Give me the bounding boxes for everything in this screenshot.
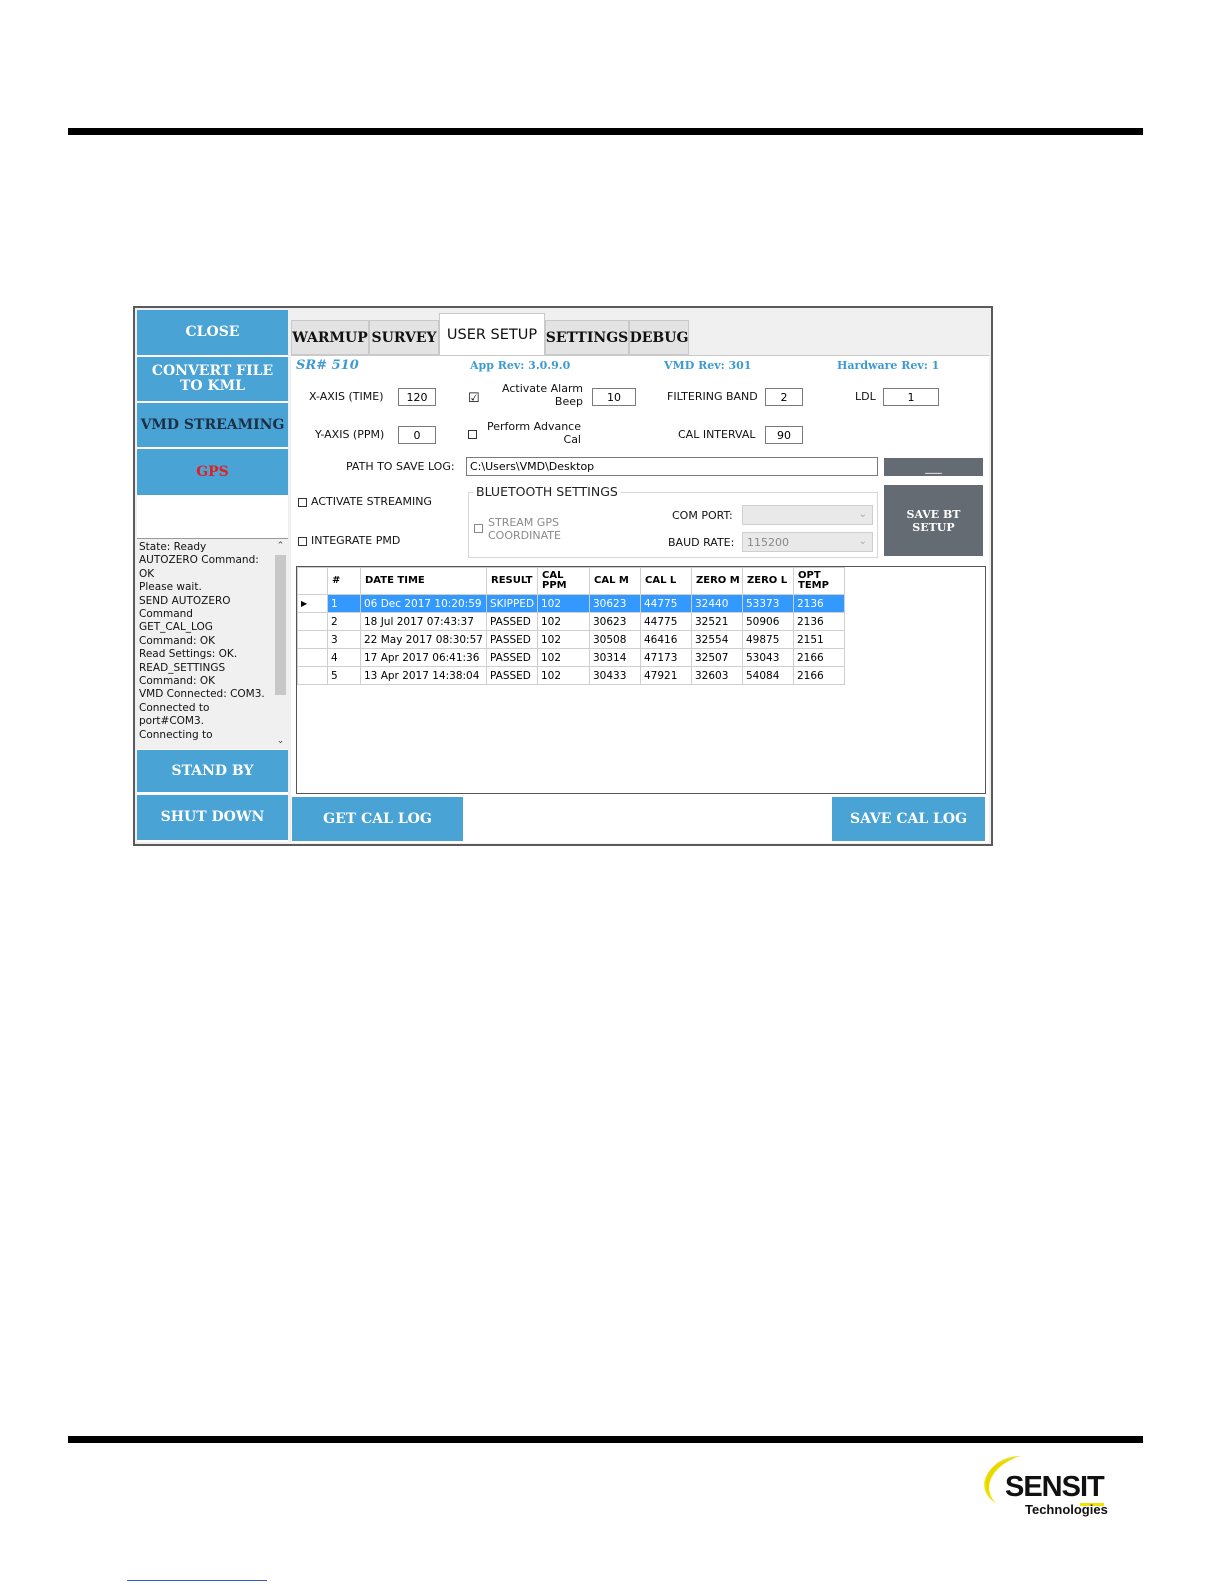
column-header[interactable]: CAL M [590,568,641,595]
row-header[interactable] [298,649,328,667]
table-cell: 17 Apr 2017 06:41:36 [361,649,487,667]
tab-survey[interactable]: SURVEY [369,320,439,355]
logo-wordmark [1005,1472,1104,1502]
save-cal-log-button[interactable]: SAVE CAL LOG [832,797,985,841]
advance-cal-label [481,420,581,446]
bluetooth-title: BLUETOOTH SETTINGS [473,484,621,499]
table-cell: 18 Jul 2017 07:43:37 [361,613,487,631]
table-cell: 102 [538,667,590,685]
baud-rate-select[interactable] [742,532,873,552]
logo-tagline: Technologies [1025,1502,1108,1517]
table-cell: 06 Dec 2017 10:20:59 [361,595,487,613]
shut-down-button[interactable]: SHUT DOWN [137,795,288,840]
table-cell: 44775 [641,595,692,613]
alarm-label-line2: Beep [554,395,583,408]
ldl-field[interactable]: 1 [883,388,939,406]
x-axis-field[interactable]: 120 [398,388,436,406]
table-row[interactable] [298,667,845,685]
advance-cal-checkbox[interactable] [468,430,477,439]
serial-number: SR# 510 [296,358,359,373]
table-cell: 1 [328,595,361,613]
stream-gps-checkbox[interactable] [474,524,483,533]
vmd-streaming-button[interactable]: VMD STREAMING [137,403,288,447]
column-header[interactable]: # [328,568,361,595]
column-header[interactable]: ZERO L [743,568,794,595]
user-setup-panel [291,355,989,843]
tab-debug[interactable]: DEBUG [629,320,689,355]
get-cal-log-button[interactable]: GET CAL LOG [292,797,463,841]
column-header[interactable]: CAL L [641,568,692,595]
table-cell: 30623 [590,595,641,613]
table-cell: 2136 [794,595,845,613]
table-cell: PASSED [487,631,538,649]
close-button[interactable]: CLOSE [137,310,288,355]
status-console[interactable] [137,538,288,749]
table-cell: 5 [328,667,361,685]
browse-button[interactable]: ___ [884,458,983,476]
table-cell: 32554 [692,631,743,649]
footer-link-underline [127,1580,267,1581]
table-cell: 32521 [692,613,743,631]
ldl-label: LDL [855,390,876,403]
table-cell: 2151 [794,631,845,649]
sensit-logo [975,1452,1125,1522]
table-cell: 32440 [692,595,743,613]
baud-rate-value: 115200 [747,535,789,549]
table-cell: 47173 [641,649,692,667]
logo-brand-1: SENS [1005,1471,1080,1503]
save-bt-line2: SETUP [912,520,955,534]
baud-rate-label: BAUD RATE: [668,536,735,549]
table-cell: 30314 [590,649,641,667]
y-axis-label: Y-AXIS (PPM) [315,428,385,441]
table-cell: 102 [538,631,590,649]
table-cell: 4 [328,649,361,667]
table-cell: 3 [328,631,361,649]
table-cell: PASSED [487,649,538,667]
header-rule [68,128,1143,135]
integrate-pmd-checkbox[interactable] [298,537,307,546]
y-axis-field[interactable]: 0 [398,426,436,444]
tab-warmup[interactable]: WARMUP [291,320,369,355]
advance-label-line2: Cal [563,433,581,446]
scroll-thumb[interactable] [275,555,286,695]
cal-interval-label: CAL INTERVAL [678,428,756,441]
alarm-value-field[interactable]: 10 [592,388,636,406]
stream-gps-line1: STREAM GPS [488,516,559,529]
cal-log-grid[interactable] [296,566,986,794]
vmd-revision: VMD Rev: 301 [664,359,752,372]
alarm-beep-label [491,382,583,408]
table-cell: 32507 [692,649,743,667]
main-area [291,310,989,842]
table-cell: SKIPPED [487,595,538,613]
gps-button[interactable]: GPS [137,449,288,495]
table-cell: 50906 [743,613,794,631]
stream-gps-line2: COORDINATE [488,529,561,542]
table-cell: PASSED [487,667,538,685]
app-revision: App Rev: 3.0.9.0 [470,359,571,372]
table-cell: 53373 [743,595,794,613]
filtering-band-field[interactable]: 2 [765,388,803,406]
table-row[interactable] [298,595,845,613]
column-header[interactable]: CAL PPM [538,568,590,595]
cal-log-table [297,567,845,685]
table-cell: 47921 [641,667,692,685]
table-cell: 46416 [641,631,692,649]
stand-by-button[interactable]: STAND BY [137,750,288,792]
path-label: PATH TO SAVE LOG: [346,460,455,473]
table-cell: 54084 [743,667,794,685]
chevron-down-icon: ⌄ [858,509,867,520]
app-window [133,306,993,846]
row-header[interactable] [298,613,328,631]
column-header[interactable]: OPT TEMP [794,568,845,595]
column-header[interactable]: ZERO M [692,568,743,595]
console-log: State: Ready AUTOZERO Command: OK Please wait. SEND AUTOZERO Command GET_CAL_LOG Command: OK Read Settings: OK. READ_SETTINGS Command: OK VMD Connected: COM3. Connected to port#COM3. Connecting to [139,541,265,741]
table-cell: 2166 [794,649,845,667]
row-selector-icon[interactable]: ▶ [298,595,328,613]
stream-gps-label [488,516,561,542]
column-header[interactable]: RESULT [487,568,538,595]
table-cell: 2136 [794,613,845,631]
table-cell: PASSED [487,613,538,631]
scroll-down-icon[interactable]: ⌄ [276,735,285,745]
advance-label-line1: Perform Advance [486,420,581,433]
tab-user-setup[interactable]: USER SETUP [439,313,545,356]
table-cell: 32603 [692,667,743,685]
alarm-beep-checkbox[interactable]: ☑ [468,390,480,405]
table-cell: 102 [538,595,590,613]
alarm-label-line1: Activate Alarm [502,382,583,395]
table-cell: 102 [538,613,590,631]
table-cell: 44775 [641,613,692,631]
table-cell: 30623 [590,613,641,631]
cal-interval-field[interactable]: 90 [765,426,803,444]
table-cell: 53043 [743,649,794,667]
path-field[interactable]: C:\Users\VMD\Desktop [466,457,878,476]
x-axis-label: X-AXIS (TIME) [309,390,384,403]
tab-settings[interactable]: SETTINGS [545,320,629,355]
column-header[interactable]: DATE TIME [361,568,487,595]
com-port-select[interactable] [742,505,873,525]
activate-streaming-label: ACTIVATE STREAMING [311,495,432,508]
com-port-label: COM PORT: [672,509,733,522]
table-cell: 30508 [590,631,641,649]
table-header-row [298,568,845,595]
table-cell: 2 [328,613,361,631]
save-bt-line1: SAVE BT [906,507,961,521]
scroll-up-icon[interactable]: ⌃ [276,540,285,550]
table-cell: 22 May 2017 08:30:57 [361,631,487,649]
table-row[interactable] [298,649,845,667]
chevron-down-icon: ⌄ [858,536,867,547]
filtering-band-label: FILTERING BAND [667,390,758,403]
row-header[interactable] [298,631,328,649]
sidebar [137,310,288,842]
logo-brand-2: IT [1080,1471,1104,1506]
table-row[interactable] [298,631,845,649]
table-cell: 49875 [743,631,794,649]
table-cell: 30433 [590,667,641,685]
table-cell: 13 Apr 2017 14:38:04 [361,667,487,685]
activate-streaming-checkbox[interactable] [298,498,307,507]
save-bt-setup-button[interactable] [884,485,983,556]
row-header-corner [298,568,328,595]
convert-kml-button[interactable]: CONVERT FILE TO KML [137,357,288,401]
table-cell: 102 [538,649,590,667]
table-row[interactable] [298,613,845,631]
row-header[interactable] [298,667,328,685]
integrate-pmd-label: INTEGRATE PMD [311,534,401,547]
footer-rule [68,1436,1143,1443]
hardware-revision: Hardware Rev: 1 [837,359,940,372]
table-cell: 2166 [794,667,845,685]
